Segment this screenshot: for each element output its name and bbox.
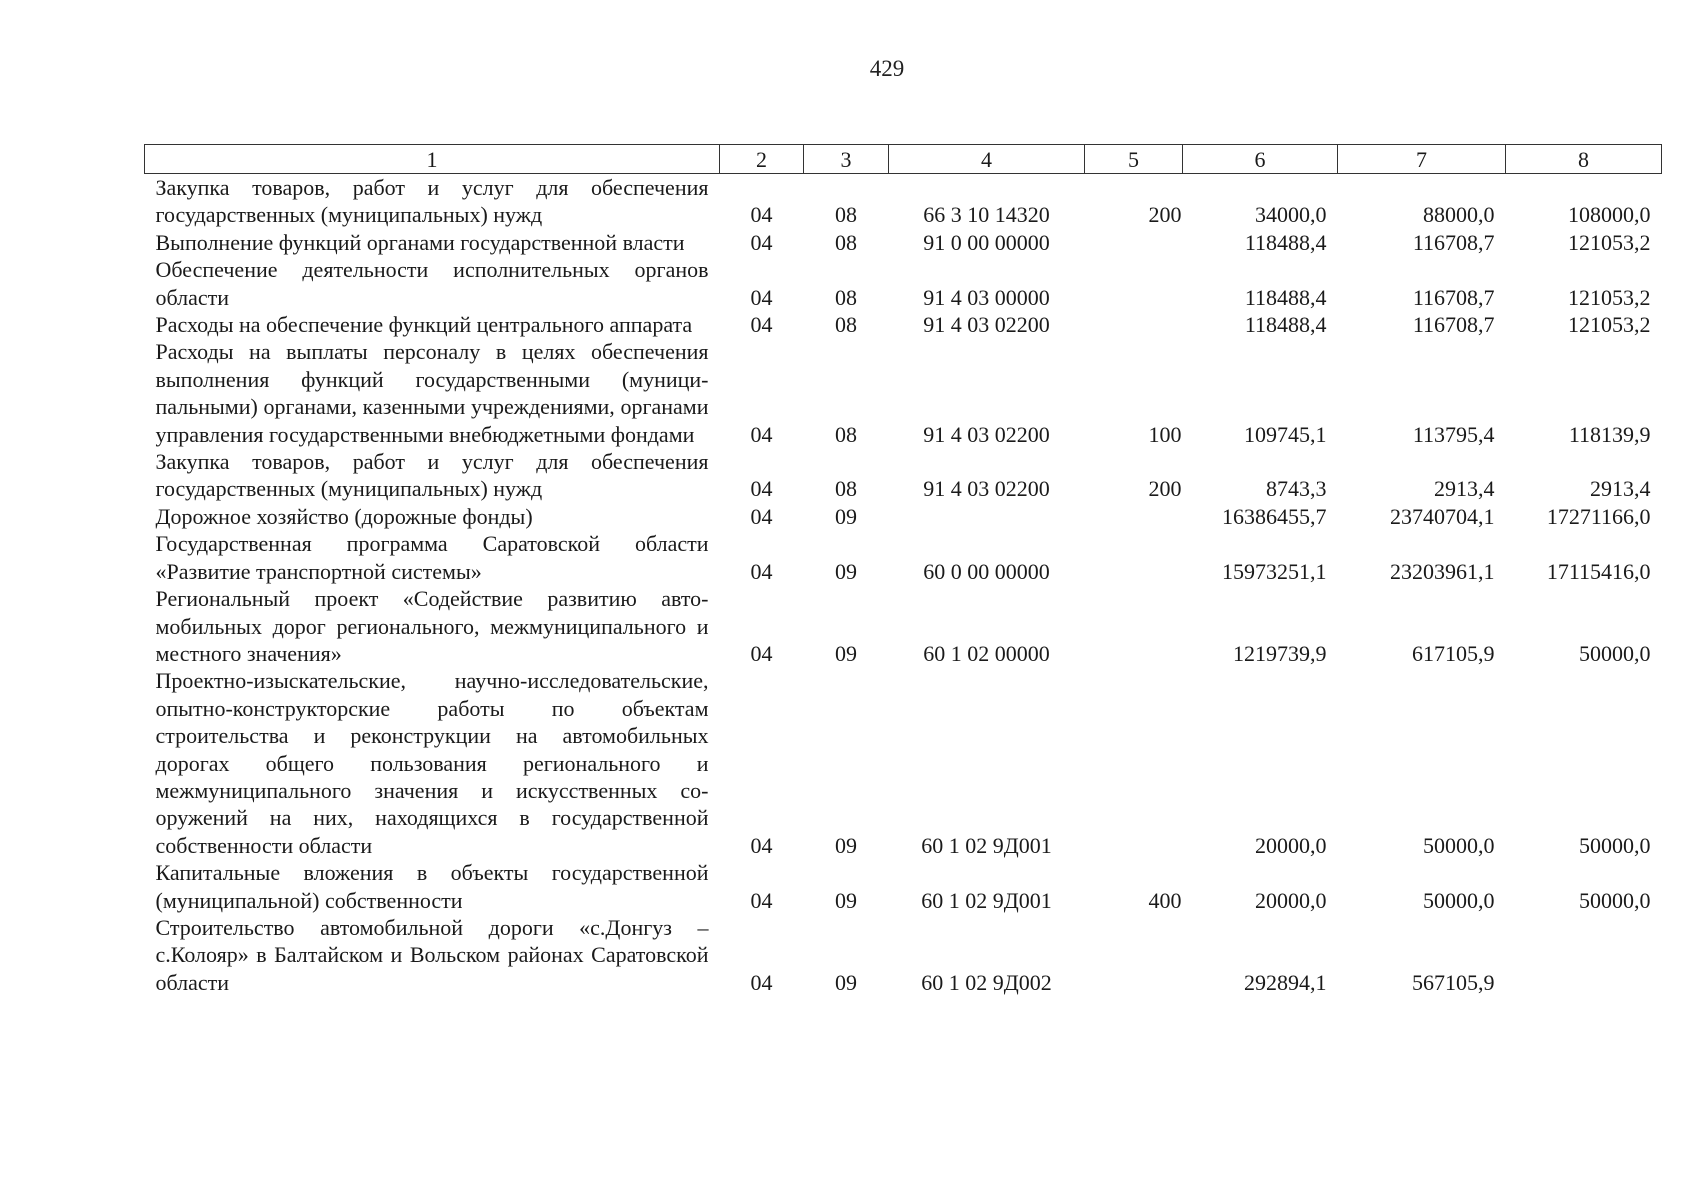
row-expense-type-code <box>1085 667 1183 859</box>
row-expense-type-code <box>1085 585 1183 667</box>
row-expense-type-code <box>1085 503 1183 530</box>
row-section-code: 04 <box>750 284 773 310</box>
row-expense-type-code: 200 <box>1148 202 1182 228</box>
row-amount-col7: 2913,4 <box>1434 476 1495 502</box>
row-expense-type-code <box>1085 256 1183 311</box>
row-description: Обеспечение деятельности исполнительных органов области <box>155 257 709 310</box>
row-amount-col8: 50000,0 <box>1579 640 1651 666</box>
table-header <box>145 145 1662 174</box>
row-subsection-code: 08 <box>835 284 857 310</box>
row-target-article-code: 66 3 10 14320 <box>923 202 1050 228</box>
row-amount-col8: 17271166,0 <box>1546 503 1651 529</box>
table-row <box>145 448 1662 503</box>
row-description: Закупка товаров, работ и услуг для обеспечения государственных (муниципальных) нужд <box>155 449 709 502</box>
column-header-1: 1 <box>145 145 720 174</box>
table-row <box>145 503 1662 530</box>
row-section-code: 04 <box>750 476 773 502</box>
column-header-5: 5 <box>1085 145 1183 174</box>
table-row <box>145 667 1662 859</box>
row-amount-col7: 116708,7 <box>1412 312 1495 338</box>
column-header-2: 2 <box>720 145 804 174</box>
budget-table <box>144 144 1662 996</box>
row-expense-type-code: 400 <box>1148 887 1182 913</box>
row-section-code: 04 <box>750 969 773 995</box>
row-target-article-code: 60 1 02 9Д002 <box>921 969 1052 995</box>
row-target-article-code: 60 0 00 00000 <box>923 558 1050 584</box>
row-amount-col8: 121053,2 <box>1568 312 1651 338</box>
row-amount-col7: 50000,0 <box>1423 832 1495 858</box>
row-section-code: 04 <box>750 421 773 447</box>
row-amount-col8: 121053,2 <box>1568 284 1651 310</box>
row-target-article-code: 91 4 03 02200 <box>923 476 1050 502</box>
row-subsection-code: 08 <box>835 476 857 502</box>
row-section-code: 04 <box>750 312 773 338</box>
row-amount-col7: 88000,0 <box>1423 202 1495 228</box>
row-amount-col6: 1219739,9 <box>1233 640 1327 666</box>
row-amount-col6: 118488,4 <box>1244 229 1327 255</box>
row-amount-col7: 116708,7 <box>1412 284 1495 310</box>
column-header-6: 6 <box>1183 145 1338 174</box>
row-target-article-code: 91 4 03 02200 <box>923 421 1050 447</box>
row-amount-col7: 23203961,1 <box>1390 558 1495 584</box>
row-expense-type-code: 100 <box>1148 421 1182 447</box>
row-amount-col8: 118139,9 <box>1568 421 1651 447</box>
row-amount-col6: 15973251,1 <box>1222 558 1327 584</box>
table-row <box>145 914 1662 996</box>
row-target-article-code: 60 1 02 9Д001 <box>921 832 1052 858</box>
row-target-article-code: 60 1 02 00000 <box>923 640 1050 666</box>
table-row <box>145 256 1662 311</box>
row-description: Региональный проект «Содействие развитию автомобильных дорог регионального, межмуниципального и местного значения» <box>155 586 709 666</box>
row-subsection-code: 08 <box>835 229 857 255</box>
row-subsection-code: 09 <box>835 503 857 529</box>
row-amount-col6: 109745,1 <box>1244 421 1327 447</box>
row-description: Проектно-изыскательские, научно-исследовательские, опытно-конструкторские работы по объектам строительства и реконструкции на автомобильных дорогах общего пользования регионального и межмуниципального значения и искусственных сооружений на них, находящихся в государственной собственности области <box>155 668 709 858</box>
row-target-article-code: 91 4 03 00000 <box>923 284 1050 310</box>
row-amount-col6: 20000,0 <box>1255 887 1327 913</box>
row-expense-type-code <box>1085 914 1183 996</box>
row-amount-col6: 118488,4 <box>1244 284 1327 310</box>
table-row <box>145 338 1662 448</box>
table-row <box>145 311 1662 338</box>
table-row <box>145 530 1662 585</box>
row-target-article-code: 91 0 00 00000 <box>923 229 1050 255</box>
row-subsection-code: 09 <box>835 640 857 666</box>
row-subsection-code: 08 <box>835 421 857 447</box>
row-section-code: 04 <box>750 887 773 913</box>
row-amount-col8: 50000,0 <box>1579 832 1651 858</box>
row-amount-col8: 2913,4 <box>1590 476 1651 502</box>
row-expense-type-code <box>1085 530 1183 585</box>
row-subsection-code: 09 <box>835 887 857 913</box>
row-section-code: 04 <box>750 202 773 228</box>
row-description: Строительство автомобильной дороги «с.Донгуз – с.Колояр» в Балтайском и Вольском районах Саратовской области <box>155 914 709 995</box>
row-target-article-code: 91 4 03 02200 <box>923 312 1050 338</box>
row-amount-col7: 617105,9 <box>1412 640 1495 666</box>
row-expense-type-code <box>1085 229 1183 256</box>
column-header-4: 4 <box>889 145 1085 174</box>
row-amount-col7: 23740704,1 <box>1390 503 1495 529</box>
row-amount-col6: 8743,3 <box>1266 476 1327 502</box>
row-section-code: 04 <box>750 832 773 858</box>
row-amount-col6: 34000,0 <box>1255 202 1327 228</box>
row-section-code: 04 <box>750 640 773 666</box>
row-amount-col7: 567105,9 <box>1412 969 1495 995</box>
row-subsection-code: 09 <box>835 832 857 858</box>
row-amount-col6: 20000,0 <box>1255 832 1327 858</box>
column-header-3: 3 <box>804 145 889 174</box>
row-amount-col7: 116708,7 <box>1412 229 1495 255</box>
row-amount-col8 <box>1506 914 1662 996</box>
row-subsection-code: 09 <box>835 969 857 995</box>
table-row <box>145 859 1662 914</box>
row-target-article-code: 60 1 02 9Д001 <box>921 887 1052 913</box>
row-description: Расходы на выплаты персоналу в целях обеспечения выполнения функций государственными (муниципальными) органами, казенными учреждениями, органами управления государственными внебюджетными фондами <box>155 339 709 447</box>
column-header-7: 7 <box>1338 145 1506 174</box>
row-amount-col7: 113795,4 <box>1412 421 1495 447</box>
table-row <box>145 174 1662 229</box>
column-header-8: 8 <box>1506 145 1662 174</box>
row-description: Дорожное хозяйство (дорожные фонды) <box>155 503 533 529</box>
row-description: Закупка товаров, работ и услуг для обеспечения государственных (муниципальных) нужд <box>155 175 709 228</box>
row-amount-col6: 118488,4 <box>1244 312 1327 338</box>
row-target-article-code <box>889 503 1085 530</box>
row-expense-type-code: 200 <box>1148 476 1182 502</box>
row-subsection-code: 08 <box>835 312 857 338</box>
row-amount-col8: 108000,0 <box>1568 202 1651 228</box>
row-description: Государственная программа Саратовской области «Развитие транспортной системы» <box>155 531 709 584</box>
page-number: 429 <box>869 56 905 81</box>
row-amount-col8: 17115416,0 <box>1546 558 1651 584</box>
table-row <box>145 585 1662 667</box>
row-section-code: 04 <box>750 503 773 529</box>
row-expense-type-code <box>1085 311 1183 338</box>
row-amount-col6: 292894,1 <box>1244 969 1327 995</box>
row-description: Капитальные вложения в объекты государственной (муниципальной) собственности <box>155 860 709 913</box>
table-row <box>145 229 1662 256</box>
row-subsection-code: 08 <box>835 202 857 228</box>
row-amount-col6: 16386455,7 <box>1222 503 1327 529</box>
row-amount-col8: 50000,0 <box>1579 887 1651 913</box>
table-body <box>145 174 1662 997</box>
row-amount-col8: 121053,2 <box>1568 229 1651 255</box>
header-row <box>145 145 1662 174</box>
row-amount-col7: 50000,0 <box>1423 887 1495 913</box>
row-description: Выполнение функций органами государственной власти <box>155 229 685 255</box>
row-description: Расходы на обеспечение функций центрального аппарата <box>155 312 693 338</box>
row-subsection-code: 09 <box>835 558 857 584</box>
row-section-code: 04 <box>750 558 773 584</box>
row-section-code: 04 <box>750 229 773 255</box>
